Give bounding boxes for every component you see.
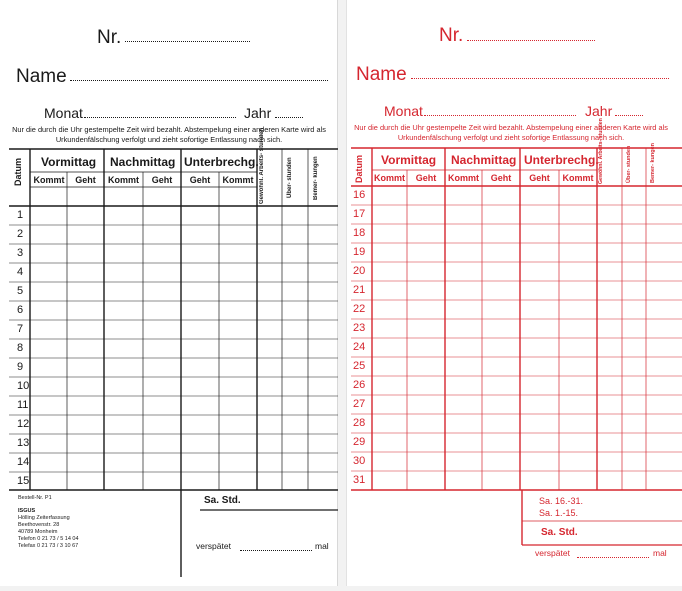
sa-std-label: Sa. Std. <box>541 527 578 538</box>
unterbrechg-header: Unterbrechg. <box>524 153 599 167</box>
ueberstunden-header: Über- stunden <box>287 157 293 199</box>
vormittag-header: Vormittag <box>381 153 437 167</box>
time-card-left <box>0 0 338 586</box>
day-number: 21 <box>353 284 366 296</box>
mal-label: mal <box>653 548 667 558</box>
day-number: 7 <box>17 323 24 335</box>
sa-std-label: Sa. Std. <box>204 495 241 506</box>
geht-header: Geht <box>75 175 96 185</box>
unterbrechg-header: Unterbrechg. <box>184 155 259 169</box>
sa-1-15-label: Sa. 1.-15. <box>539 508 579 518</box>
kommt-header: Kommt <box>562 173 594 183</box>
notice-text: Nur die durch die Uhr gestempelte Zeit wird bezahlt. Abstempelung einer anderen Karte wird als Urkundenfälschung verfolgt und zieht sofortige Entlassung nach sich. <box>12 125 326 144</box>
nr-label: Nr. <box>97 27 122 48</box>
day-number: 1 <box>17 209 24 221</box>
day-number: 13 <box>17 437 30 449</box>
time-grid <box>347 0 682 586</box>
nachmittag-header: Nachmittag <box>451 153 517 167</box>
verspaetet-label: verspätet <box>535 548 570 558</box>
vormittag-header: Vormittag <box>41 155 97 169</box>
nachmittag-header: Nachmittag <box>110 155 176 169</box>
nr-label: Nr. <box>439 25 464 46</box>
day-number: 15 <box>17 475 30 487</box>
day-number: 4 <box>17 266 24 278</box>
monat-label: Monat <box>44 105 83 121</box>
day-number: 2 <box>17 228 24 240</box>
verspaetet-field[interactable] <box>240 550 312 551</box>
kommt-header: Kommt <box>33 175 65 185</box>
day-number: 6 <box>17 304 24 316</box>
day-number: 18 <box>353 227 366 239</box>
day-number: 23 <box>353 322 366 334</box>
geht-header: Geht <box>151 175 173 185</box>
geht-header: Geht <box>415 173 437 183</box>
gewoehnl-header: Gewöhnl. Arbeits- stunden <box>259 127 265 204</box>
day-number: 31 <box>353 474 366 486</box>
bemerkungen-header: Bemer- kungen <box>650 142 656 183</box>
bestell-nr: Bestell-Nr. P1 <box>18 495 52 501</box>
company-city: 40789 Monheim <box>18 529 58 535</box>
datum-header: Datum <box>13 158 23 187</box>
day-number: 10 <box>17 380 30 392</box>
day-number: 16 <box>353 189 366 201</box>
sa-16-31-label: Sa. 16.-31. <box>539 496 584 506</box>
day-number: 12 <box>17 418 30 430</box>
kommt-header: Kommt <box>222 175 254 185</box>
notice-text: Nur die durch die Uhr gestempelte Zeit wird bezahlt. Abstempelung einer anderen Karte wird als Urkundenfälschung verfolgt und zieht sofortige Entlassung nach sich. <box>354 123 668 142</box>
datum-header: Datum <box>354 155 364 184</box>
day-number: 24 <box>353 341 366 353</box>
jahr-label: Jahr <box>585 103 613 119</box>
kommt-header: Kommt <box>448 173 479 183</box>
day-number: 17 <box>353 208 366 220</box>
verspaetet-field[interactable] <box>577 557 649 558</box>
day-number: 11 <box>17 399 29 411</box>
day-number: 29 <box>353 436 366 448</box>
monat-label: Monat <box>384 103 423 119</box>
company-name: ISGUS <box>18 508 36 514</box>
mal-label: mal <box>315 541 329 551</box>
day-number: 19 <box>353 246 366 258</box>
kommt-header: Kommt <box>108 175 139 185</box>
company-phone: Telefon 0 21 73 / 5 14 04 <box>18 536 79 542</box>
geht-header: Geht <box>189 175 211 185</box>
company-street: Beethovenstr. 28 <box>18 522 60 528</box>
bemerkungen-header: Bemer- kungen <box>313 156 319 200</box>
geht-header: Geht <box>490 173 512 183</box>
time-card-right <box>346 0 682 586</box>
verspaetet-label: verspätet <box>196 541 231 551</box>
day-number: 28 <box>353 417 366 429</box>
company-line: Hölling Zeiterfassung <box>18 515 70 521</box>
day-number: 8 <box>17 342 24 354</box>
geht-header: Geht <box>529 173 550 183</box>
day-number: 25 <box>353 360 366 372</box>
day-number: 27 <box>353 398 366 410</box>
jahr-label: Jahr <box>244 105 272 121</box>
day-number: 22 <box>353 303 366 315</box>
company-fax: Telefax 0 21 73 / 3 10 67 <box>18 543 79 549</box>
day-number: 9 <box>17 361 24 373</box>
ueberstunden-header: Über- stunden <box>626 145 632 183</box>
day-number: 14 <box>17 456 30 468</box>
day-number: 20 <box>353 265 366 277</box>
kommt-header: Kommt <box>374 173 405 183</box>
name-label: Name <box>356 64 407 85</box>
gewoehnl-header: Gewöhnl. Arbeits- stunden <box>598 118 604 184</box>
day-number: 30 <box>353 455 366 467</box>
day-number: 26 <box>353 379 366 391</box>
day-number: 5 <box>17 285 24 297</box>
day-number: 3 <box>17 247 24 259</box>
name-label: Name <box>16 66 67 87</box>
